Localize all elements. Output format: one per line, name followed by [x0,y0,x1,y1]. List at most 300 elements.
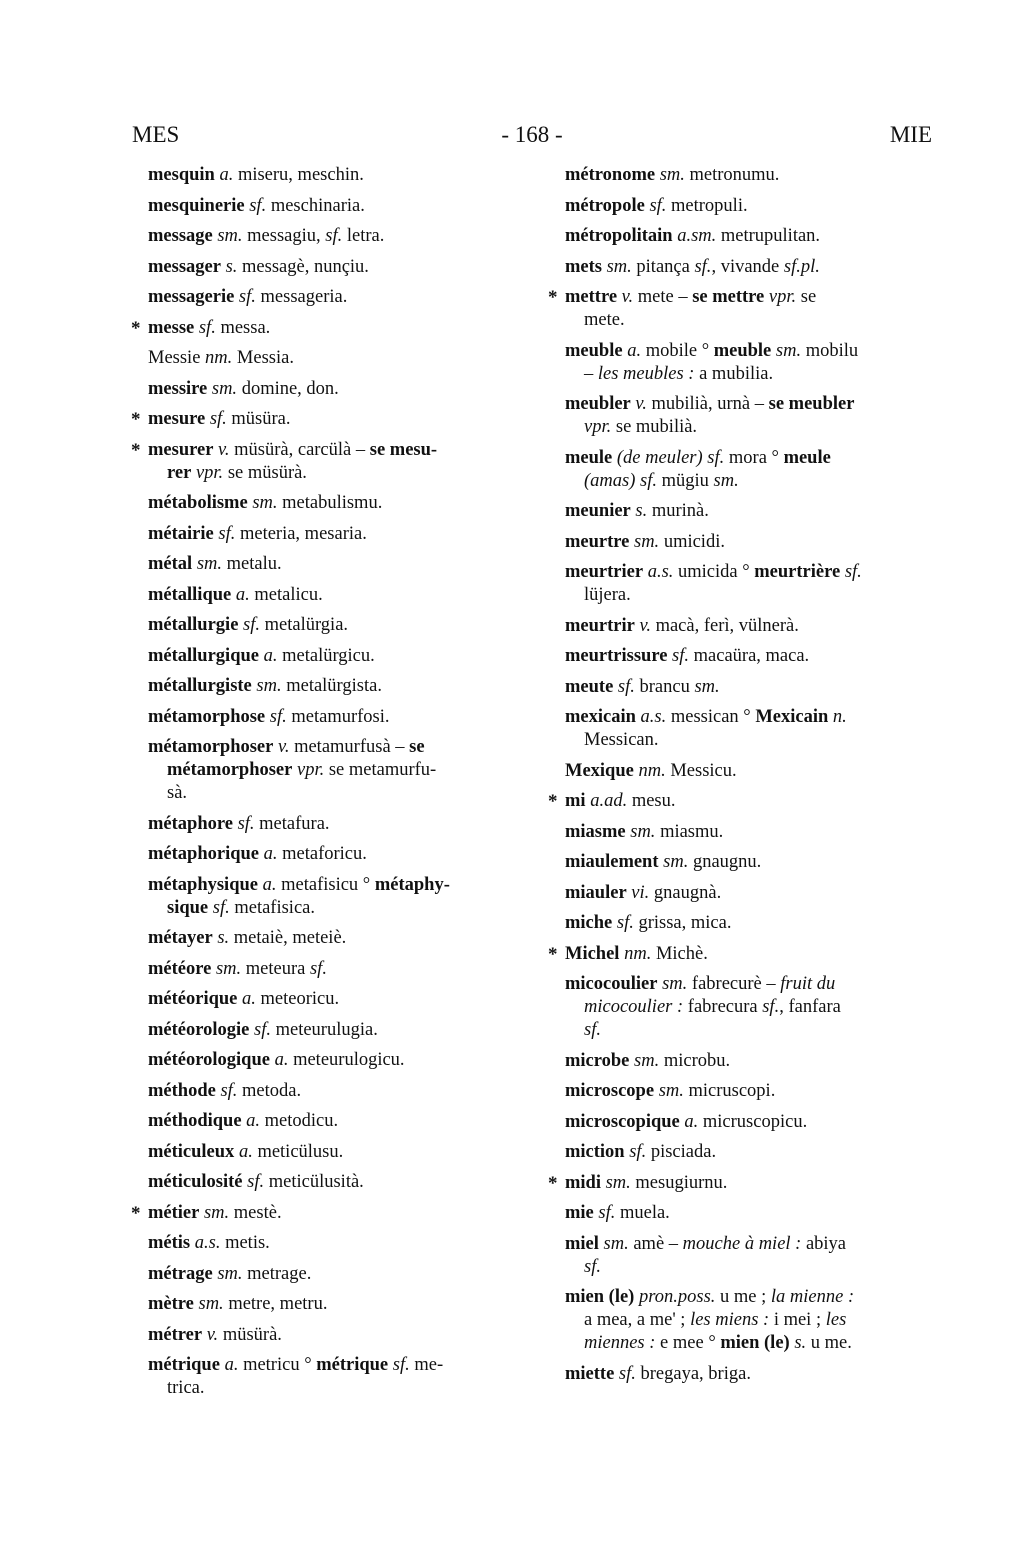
translation: mora ° [724,447,784,468]
grammar-tag: sm. [193,1294,224,1314]
headword: mien (le) [720,1333,790,1353]
grammar-tag: vpr. [764,287,797,307]
translation: abiya [801,1233,847,1254]
dictionary-entry [548,1172,945,1195]
dictionary-entry [565,256,945,279]
dictionary-entry [148,988,528,1011]
dictionary-entry [565,561,945,607]
headword: métayer [148,928,213,948]
dictionary-entry [148,195,528,218]
grammar-tag: a. [231,584,250,605]
entry-line [565,615,945,638]
translation: metodicu. [260,1111,339,1131]
entry-line [148,462,528,485]
translation: se metamurfu- [324,760,437,780]
grammar-tag: v. [617,287,634,307]
translation: meteoricu. [255,989,340,1009]
grammar-tag: sf. [215,1080,238,1101]
translation: mesugiurnu. [630,1172,728,1193]
entry-line [148,675,528,698]
dictionary-entry [565,195,945,218]
entry-line [148,614,528,637]
dictionary-entry [131,439,528,485]
translation: letra. [342,226,385,246]
translation: umicida ° [673,562,755,582]
headword: meule [565,447,613,468]
headword: mesquin [148,165,215,185]
grammar-tag: a. [259,844,278,864]
dictionary-entry [565,615,945,638]
translation: pisciada. [646,1142,717,1162]
translation: u me ; [715,1287,771,1307]
headword: mesquinerie [148,195,245,216]
dictionary-entry [548,790,945,813]
headword: métairie [148,523,214,544]
dictionary-entry [148,958,528,981]
entry-line [565,882,945,905]
headword: sique [167,897,209,918]
dictionary-entry [565,1202,945,1225]
dictionary-entry [148,1019,528,1042]
translation: metafisicu ° [276,874,375,895]
example-phrase: les [825,1310,847,1330]
translation: Messicu. [665,760,737,781]
entry-line [148,553,528,576]
entry-line [565,1172,945,1195]
headword: mi [565,791,586,811]
translation: metaforicu. [277,844,367,864]
translation: micruscopicu. [698,1111,808,1132]
grammar-tag: sf. [325,226,343,246]
headword: messe [148,317,195,338]
translation: se müsürà. [223,462,307,483]
grammar-tag: v. [213,439,230,460]
headword: mien (le) [565,1287,635,1307]
entry-line [565,363,945,386]
headword: miauler [565,882,627,903]
grammar-tag: v. [630,394,647,414]
entry-line [148,1324,528,1347]
headword: métaphorique [148,844,259,864]
headword: métropole [565,195,645,216]
entry-line [565,393,945,416]
headword: mets [565,256,602,277]
entry-line [565,1080,945,1103]
example-phrase: miennes : [584,1333,656,1353]
headword: meurtrière [754,562,841,582]
headword: mesure [148,409,206,429]
grammar-tag: a. [259,645,278,666]
entry-line [148,378,528,401]
translation: mubilià, urnà – [646,394,769,414]
entry-line [148,1110,528,1133]
dictionary-entry [148,706,528,729]
translation: a mea, a me' ; [584,1310,691,1330]
translation: miseru, meschin. [233,165,364,185]
translation: mete. [584,310,625,330]
translation: macaüra, maca. [689,646,810,666]
translation: meteurulugia. [270,1019,378,1040]
translation: metalu. [222,554,282,574]
dictionary-entry [565,340,945,386]
entry-line [565,851,945,874]
grammar-tag: a. [679,1111,699,1132]
grammar-tag: sm. [199,1202,230,1223]
grammar-tag: sm. [251,676,282,696]
headword: microscope [565,1081,655,1101]
asterisk-marker: * [548,943,558,965]
asterisk-marker: * [548,1172,558,1194]
grammar-tag: a. [237,989,256,1009]
headword: métrique [316,1355,389,1375]
asterisk-marker: * [548,287,558,308]
dictionary-entry [548,943,945,966]
header-last-word: MIE [889,122,932,147]
dictionary-entry [565,225,945,248]
grammar-tag: sf. [762,997,780,1017]
headword: méticuleux [148,1141,235,1162]
headword: meurtrir [565,615,635,636]
grammar-tag: sm. [598,1233,629,1254]
entry-line [565,1332,945,1355]
dictionary-entry [131,317,528,340]
dictionary-entry [148,1354,528,1400]
headword: meurtrissure [565,646,668,666]
headword: miche [565,913,613,933]
headword: métal [148,554,193,574]
translation: müsüra. [226,409,291,429]
grammar-tag: sm. [601,256,632,277]
headword: meule [783,447,831,468]
translation: messagè, nunçiu. [237,256,369,277]
entry-line [565,996,945,1019]
grammar-tag: sf. [584,1256,601,1277]
translation: murinà. [647,501,709,521]
dictionary-entry [148,286,528,309]
entry-line [565,1309,945,1332]
grammar-tag: sf. [232,813,255,834]
grammar-tag: a.s. [643,562,674,582]
headword: métis [148,1233,191,1253]
translation: meticülusità. [264,1172,364,1192]
entry-line [148,1019,528,1042]
dictionary-entry [565,1233,945,1279]
headword: mesurer [148,439,214,460]
translation: lüjera. [584,585,631,605]
headword: métallurgie [148,615,239,635]
grammar-tag: vpr. [584,417,612,437]
entry-line [148,1141,528,1164]
dictionary-entry [148,1232,528,1255]
grammar-tag: sf. [234,287,256,307]
entry-line [565,1202,945,1225]
headword: métamorphose [148,706,266,727]
dictionary-entry [148,927,528,950]
headword: méthode [148,1080,216,1101]
headword: se [409,737,425,757]
grammar-tag: nm. [633,760,666,781]
entry-line [565,256,945,279]
entry-line [148,286,528,309]
grammar-tag: sf. [694,256,712,277]
translation: muela. [615,1203,670,1223]
translation: – [584,363,598,384]
entry-line [565,309,945,332]
translation: metrupulitan. [716,226,821,246]
translation: micruscopi. [683,1081,776,1101]
entry-line [148,164,528,187]
dictionary-entry [148,164,528,187]
page-number: - 168 - [501,122,563,147]
dictionary-entry [565,393,945,439]
headword: métier [148,1202,200,1223]
dictionary-entry [565,760,945,783]
grammar-tag: sm. [625,821,656,842]
dictionary-entry [131,408,528,431]
translation: metropuli. [666,195,748,216]
translation: metricu ° [238,1355,317,1375]
entry-line [565,706,945,729]
dictionary-entry [148,736,528,805]
grammar-tag: sf. [667,646,690,666]
headword: mettre [565,287,618,307]
grammar-tag: nm. [200,348,233,368]
translation: mobile ° [641,340,714,361]
grammar-tag: a.ad. [585,791,628,811]
example-phrase: (amas) [584,470,636,491]
translation: meschinaria. [266,195,365,216]
translation: mobilu [801,340,859,361]
dictionary-entry [565,1111,945,1134]
grammar-tag: sf. [244,195,267,216]
grammar-tag: v. [273,737,290,757]
translation: trica. [167,1378,205,1398]
entry-line [148,927,528,950]
headword: meuble [565,340,623,361]
dictionary-entry [548,286,945,332]
example-phrase: la mienne : [770,1287,855,1307]
headword: métaphore [148,813,233,834]
translation: metaiè, meteiè. [229,928,347,948]
entry-line [148,523,528,546]
headword: miette [565,1363,615,1384]
grammar-tag: sf. [213,523,236,544]
translation: me- [409,1355,444,1375]
translation: amè – [628,1233,683,1254]
headword: microscopique [565,1111,680,1132]
translation: pitança [631,256,695,277]
headword: métropolitain [565,226,673,246]
translation: meteria, mesaria. [235,523,367,544]
grammar-tag: sm. [658,852,689,872]
headword: métaphy- [374,874,450,895]
dictionary-entry [148,225,528,248]
dictionary-entry [148,614,528,637]
entry-line [148,408,528,431]
translation: müsürà, carcülà – [229,439,370,460]
entry-line [565,164,945,187]
entry-line [148,584,528,607]
grammar-tag: sm. [655,165,685,185]
entry-line [565,729,945,752]
headword: micocoulier [565,974,658,994]
dictionary-entry [565,164,945,187]
entry-line [148,225,528,248]
dictionary-entry [565,1141,945,1164]
dictionary-entry [565,851,945,874]
grammar-tag: sf. [635,470,657,491]
asterisk-marker: * [548,791,558,812]
dictionary-entry [148,584,528,607]
grammar-tag: sf. [309,958,327,979]
grammar-tag: a. [258,874,277,895]
translation: Messie [148,348,201,368]
translation: metabulismu. [277,493,383,513]
translation: mügiu [656,470,714,491]
dictionary-entry [148,523,528,546]
dictionary-entry [148,843,528,866]
grammar-tag: a.s. [190,1233,221,1253]
grammar-tag: sf. [593,1203,616,1223]
translation: meticülusu. [252,1141,344,1162]
dictionary-entry [148,675,528,698]
grammar-tag: n. [828,707,847,727]
grammar-tag: sf. [238,615,261,635]
entry-line [148,736,528,759]
translation: metoda. [237,1080,302,1101]
translation: se mubilià. [611,417,698,437]
grammar-tag: sm. [657,974,688,994]
headword: meurtrier [565,562,644,582]
entry-line [565,286,945,309]
grammar-tag: sm. [211,958,242,979]
headword: microbe [565,1050,630,1071]
grammar-tag: sf. [624,1142,647,1162]
translation: meteura [241,958,310,979]
grammar-tag: sm. [771,340,802,361]
entry-line [148,1263,528,1286]
headword: méthodique [148,1111,242,1131]
dictionary-entry [148,874,528,920]
dictionary-entry [148,1080,528,1103]
entry-line [565,416,945,439]
asterisk-marker: * [131,317,141,339]
grammar-tag: sm. [654,1081,684,1101]
translation: metamurfusà – [289,737,410,757]
grammar-tag: a.s. [635,707,667,727]
grammar-tag: sf. [388,1355,410,1375]
headword: miction [565,1142,625,1162]
grammar-tag: sf. [644,195,667,216]
headword: midi [565,1172,601,1193]
grammar-tag: a. [622,340,642,361]
headword: message [148,226,213,246]
grammar-tag: sf. [612,913,634,933]
headword: métronome [565,165,656,185]
translation: metalürgia. [260,615,349,635]
translation: bregaya, briga. [635,1363,751,1384]
grammar-tag: sm. [212,226,243,246]
grammar-tag: sf. [702,447,725,468]
grammar-tag: sm. [207,378,238,399]
dictionary-entry [148,347,528,370]
grammar-tag: sf. [194,317,216,338]
headword: Mexicain [755,707,829,727]
grammar-tag: sf. [242,1172,265,1192]
grammar-tag: vpr. [191,462,224,483]
translation: messa. [215,317,271,338]
entry-line [565,821,945,844]
entry-line [565,645,945,668]
translation: meteurulogicu. [288,1050,405,1070]
grammar-tag: s. [220,256,238,277]
headword: métallurgique [148,645,259,666]
entry-line [148,1232,528,1255]
entry-line [148,347,528,370]
entry-line [565,225,945,248]
grammar-tag: sf. [614,1363,636,1384]
dictionary-entry [565,645,945,668]
grammar-tag: sm. [212,1263,243,1284]
entry-line [565,1019,945,1042]
translation: grissa, mica. [633,913,732,933]
entry-line [565,447,945,470]
entry-line [148,1354,528,1377]
example-phrase: micocoulier : [584,997,684,1017]
translation: mesu. [627,791,676,811]
asterisk-marker: * [131,439,141,461]
headword: mexicain [565,707,636,727]
headword: Michel [565,943,620,964]
dictionary-entry [148,1324,528,1347]
dictionary-entry [565,706,945,752]
translation: messagiu, [242,226,326,246]
entry-line [148,1202,528,1225]
headword: rer [167,462,192,483]
right-column [548,164,945,1393]
grammar-tag: sf. [265,706,287,727]
translation: , vivande [711,256,784,277]
entry-line [148,439,528,462]
entry-line [148,958,528,981]
asterisk-marker: * [131,1202,141,1224]
translation: microbu. [659,1050,731,1071]
entry-line [565,340,945,363]
example-phrase: les meubles : [597,363,695,384]
translation: e mee ° [655,1333,721,1353]
entry-line [148,988,528,1011]
translation: müsürà. [218,1324,282,1345]
translation: , fanfara [779,997,841,1017]
grammar-tag: sm. [629,531,660,552]
grammar-tag: nm. [619,943,652,964]
translation: i mei ; [769,1310,826,1330]
translation: macà, ferì, vülnerà. [650,615,799,636]
dictionary-entry [565,531,945,554]
headword: messager [148,256,221,277]
headword: meurtre [565,531,630,552]
translation: messageria. [255,287,348,307]
grammar-tag: a. [219,1355,239,1375]
example-phrase: (de meuler) [612,447,703,468]
headword: métrer [148,1324,203,1345]
entry-line [565,790,945,813]
asterisk-marker: * [131,409,141,430]
translation: sà. [167,783,188,803]
translation: metalicu. [249,584,323,605]
dictionary-entry [148,553,528,576]
headword: meubler [565,394,631,414]
